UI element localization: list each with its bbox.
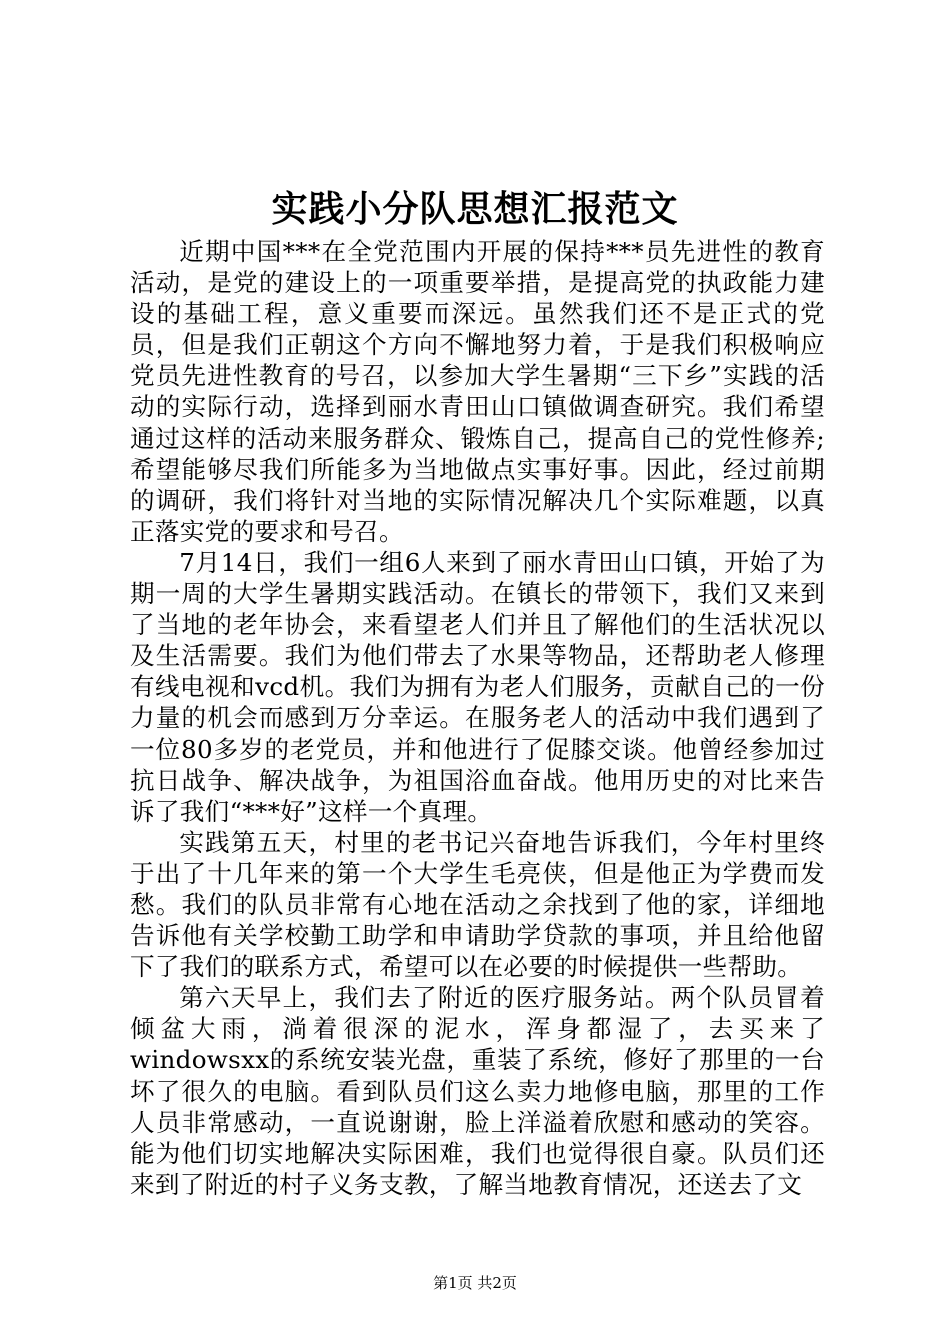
paragraph-1: 近期中国***在全党范围内开展的保持***员先进性的教育活动，是党的建设上的一项重要举措，是提高党的执政能力建设的基础工程，意义重要而深远。虽然我们还不是正式的党员，但是我们正朝这个方向不懈地努力着，于是我们积极响应党员先进性教育的号召，以参加大学生暑期“三下乡”实践的活动的实际行动，选择到丽水青田山口镇做调查研究。我们希望通过这样的活动来服务群众、锻炼自己，提高自己的党性修养;希望能够尽我们所能多为当地做点实事好事。因此，经过前期的调研，我们将针对当地的实际情况解决几个实际难题，以真正落实党的要求和号召。 [130,237,825,546]
paragraph-3: 实践第五天，村里的老书记兴奋地告诉我们，今年村里终于出了十几年来的第一个大学生毛亮侠，但是他正为学费而发愁。我们的队员非常有心地在活动之余找到了他的家，详细地告诉他有关学校勤工助学和申请助学贷款的事项，并且给他留下了我们的联系方式，希望可以在必要的时候提供一些帮助。 [130,827,825,982]
paragraph-2: 7月14日，我们一组6人来到了丽水青田山口镇，开始了为期一周的大学生暑期实践活动。在镇长的带领下，我们又来到了当地的老年协会，来看望老人们并且了解他们的生活状况以及生活需要。我们为他们带去了水果等物品，还帮助老人修理有线电视和vcd机。我们为拥有为老人们服务，贡献自己的一份力量的机会而感到万分幸运。在服务老人的活动中我们遇到了一位80多岁的老党员，并和他进行了促膝交谈。他曾经参加过抗日战争、解决战争，为祖国浴血奋战。他用历史的对比来告诉了我们“***好”这样一个真理。 [130,547,825,826]
page-title: 实践小分队思想汇报范文 [271,188,679,230]
paragraph-4: 第六天早上，我们去了附近的医疗服务站。两个队员冒着倾盆大雨，淌着很深的泥水，浑身都湿了，去买来了windowsxx的系统安装光盘，重装了系统，修好了那里的一台坏了很久的电脑。看到队员们这么卖力地修电脑，那里的工作人员非常感动，一直说谢谢，脸上洋溢着欣慰和感动的笑容。能为他们切实地解决实际困难，我们也觉得很自豪。队员们还来到了附近的村子义务支教，了解当地教育情况，还送去了文 [130,983,825,1199]
page-number-footer: 第1页 共2页 [433,1274,517,1292]
document-body [130,236,825,1200]
